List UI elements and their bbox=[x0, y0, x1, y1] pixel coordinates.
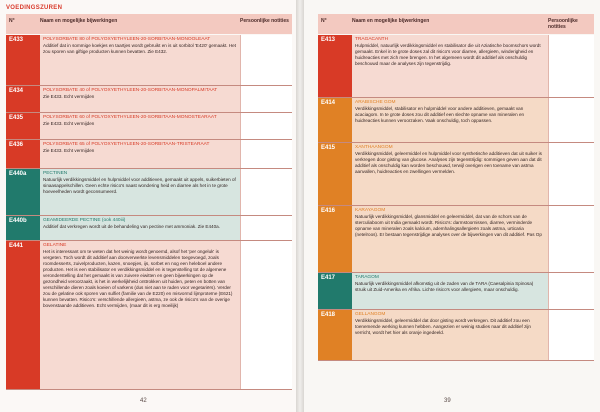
additive-code: E414 bbox=[318, 98, 352, 142]
additive-text: Zie E433. Echt vermijden bbox=[43, 94, 95, 99]
additive-description bbox=[40, 241, 240, 389]
additive-text: Additief dat verkregen wordt uit de behandeling van pectine met ammoniak. Zie E440a. bbox=[43, 224, 220, 229]
notes-cell bbox=[548, 98, 594, 142]
notes-cell bbox=[548, 143, 594, 205]
additive-text: Hulpmiddel, natuurlijk verdikkingsmiddel en stabilisator die uit Aziatische boomschors wordt gemaakt. Enkel in te grote doses zal dit risico's voor diarree, allergieën, winderigheid en huidreacties met zich mee brengen. In het algemeen wordt dit additief als onschuldig beschouwd maar de analyses zijn tegenstrijdig. bbox=[355, 43, 541, 66]
additive-code: E440b bbox=[6, 216, 40, 240]
table-row bbox=[6, 216, 292, 241]
header-col-no: N° bbox=[321, 18, 327, 24]
table-row bbox=[6, 86, 292, 113]
additive-text: Verdikkingsmiddel, stabilisator en hulpmiddel voor andere additieven, gemaakt van acaciagom. In te grote doses zou dit additief een slechte opname van mineralen en huidreacties kunnen veroorzaken. Vaak onschuldig, toch oppassen. bbox=[355, 106, 525, 123]
notes-cell bbox=[240, 113, 292, 139]
additive-description bbox=[352, 98, 548, 142]
additive-name: POLYSORBATE 40 of POLYOXYETHYLEEN-20-SORBITAAN-MONOPALMITAAT bbox=[43, 88, 218, 93]
notes-cell bbox=[548, 206, 594, 272]
additive-code: E441 bbox=[6, 241, 40, 389]
additive-description bbox=[40, 113, 240, 139]
additive-description bbox=[352, 35, 548, 97]
table-row bbox=[318, 98, 594, 143]
additive-name: GELLANGOM bbox=[355, 312, 386, 317]
additive-text: Natuurlijk verdikkingsmiddel afkomstig uit de zaden van de TARA (Caesalpinia Spinosa) struik uit Zuid-Amerika en Afrika. Lichte risico's voor allergieën, maar onschuldig. bbox=[355, 281, 534, 292]
right-page bbox=[304, 0, 600, 412]
additive-description bbox=[352, 310, 548, 360]
additive-code: E436 bbox=[6, 140, 40, 168]
additive-description bbox=[352, 206, 548, 272]
additive-description bbox=[40, 35, 240, 85]
table-row bbox=[318, 273, 594, 310]
additive-code: E435 bbox=[6, 113, 40, 139]
additive-text: Natuurlijk verdikkingsmiddel en hulpmiddel voor additieven, gemaakt uit appels, suikerbieten of sinaasappelschillen. Geen echte risico's naast wondering heid en diarree als het in te grote hoeveelheden wordt geconsumeerd. bbox=[43, 177, 236, 194]
notes-cell bbox=[240, 140, 292, 168]
header-col-notes: Persoonlijke notities bbox=[548, 18, 578, 30]
additive-name: TARAGOM bbox=[355, 275, 379, 280]
additive-table-right bbox=[318, 35, 594, 361]
notes-cell bbox=[240, 241, 292, 389]
additive-name: GELATINE bbox=[43, 243, 67, 248]
table-row bbox=[6, 140, 292, 169]
additive-description bbox=[40, 169, 240, 215]
table-row bbox=[318, 206, 594, 273]
notes-cell bbox=[240, 216, 292, 240]
table-row bbox=[318, 143, 594, 206]
book-spine bbox=[296, 0, 304, 412]
left-page bbox=[0, 0, 296, 412]
table-header bbox=[318, 14, 594, 34]
additive-description bbox=[352, 143, 548, 205]
additive-description bbox=[40, 216, 240, 240]
additive-text: Natuurlijk verdikkingsmiddel, glansmiddel en geleermiddel, dat van de schors van de sterculiaboom uit India gemaakt wordt. Risico's: darmstoornissen, diarree, verminderde opname van mineralen zoals kalcium, ademhalingsallergieën zoals astma, urticaria (netelroos). Er bestaan tegenstrijdige analyses over de bijwerkingen van dit additief. Pas Op bbox=[355, 214, 542, 237]
additive-description bbox=[40, 86, 240, 112]
header-col-notes: Persoonlijke notities bbox=[240, 18, 289, 24]
additive-name: POLYSORBATE 60 of POLYOXYETHYLEEN-20-SORBITAAN-MONOSTEARAAT bbox=[43, 115, 217, 120]
additive-text: Zie E433. Echt vermijden bbox=[43, 148, 95, 153]
table-row bbox=[6, 169, 292, 216]
additive-name: PECTINEN bbox=[43, 171, 68, 176]
additive-code: E434 bbox=[6, 86, 40, 112]
notes-cell bbox=[240, 86, 292, 112]
additive-text: Additief dat in sommige koekjes en taartjes wordt gebruikt en is uit sorbitol 'E420' gemaakt. Het zou sporen van giftige producten kunnen bevatten. Zie E432. bbox=[43, 43, 237, 54]
additive-code: E440a bbox=[6, 169, 40, 215]
additive-name: KARAYAGOM bbox=[355, 208, 386, 213]
additive-code: E415 bbox=[318, 143, 352, 205]
header-col-name: Naam en mogelijke bijwerkingen bbox=[40, 18, 118, 24]
additive-name: POLYSORBATE 80 of POLYOXYETHYLEEN-20-SORBITAAN-MONOOLEAAT bbox=[43, 37, 211, 42]
additive-description bbox=[352, 273, 548, 309]
notes-cell bbox=[548, 310, 594, 360]
additive-text: Verdikkingsmiddel, geleermiddel en hulpmiddel voor synthetische additieven dat uit suiker is verkregen door gisting van glucose. Analyses zijn tegenstrijdig: sommigen geven aan dat dit additief als onschuldig kan worden beschouwd, terwijl overigen een toename van astma aanvallen, huidreacties en zwellingen vermelden. bbox=[355, 151, 542, 174]
additive-code: E433 bbox=[6, 35, 40, 85]
additive-code: E418 bbox=[318, 310, 352, 360]
notes-cell bbox=[240, 169, 292, 215]
header-col-name: Naam en mogelijke bijwerkingen bbox=[352, 18, 430, 24]
additive-text: Het is interessant om te weten dat het weinig wordt genoemd, alsof het 'per ongeluk' is vergeten. Toch wordt dit additief aan doorverwerkte levensmiddelen toegevoegd, zoals roomdesserts, zuivelproducten, kazen, snoepjes, ijs, sorbet en nog een heleboel andere producten. Het is een stabilisator en verdikkingsmiddel en is tegenstelling tot de algemene veronderstelling dat het gemaakt is van zuivere eiwitten en geen bijwerkingen op de gezondheid veroorzaakt, is het in werkelijkheid onttrokken uit huiden, peten en botten van verschillende dieren zoals koeien of varkens (dus niet aan te raden voor vegetariërs). Verder zou de gelatine ook sporen van sulfiet (familie van de E220) en misvormd lijmproteïne (E621) kunnen bevatten. Risico's: verschillende allergieën, astma, ze ook de risico's van de overige bovenstaande additieven. Echt vermijden, (maar dit is erg moeilijk) bbox=[43, 249, 233, 308]
additive-name: GEAMIDEERDE PECTINE (ook 440iii) bbox=[43, 218, 126, 223]
additive-code: E413 bbox=[318, 35, 352, 97]
page-number: 39 bbox=[444, 398, 451, 404]
table-row bbox=[318, 35, 594, 98]
additive-name: POLYSORBATE 65 of POLYOXYETHYLEEN-20-SORBITAAN-TRISTEARAAT bbox=[43, 142, 210, 147]
page-number: 42 bbox=[140, 398, 147, 404]
table-header bbox=[6, 14, 292, 34]
table-row bbox=[6, 113, 292, 140]
additive-name: XANTHAANGOM bbox=[355, 145, 393, 150]
additive-code: E416 bbox=[318, 206, 352, 272]
additive-name: ARABISCHE GOM bbox=[355, 100, 396, 105]
table-row bbox=[318, 310, 594, 361]
header-col-no: N° bbox=[9, 18, 15, 24]
notes-cell bbox=[548, 35, 594, 97]
additive-description bbox=[40, 140, 240, 168]
additive-text: Verdikkingsmiddel, geleermiddel dat door gisting wordt verkregen. Dit additief zou een toenemende werking kunnen hebben. Aangezien er weinig studies naar dit additief zijn verricht, wordt het hier als oranje ingedeeld. bbox=[355, 318, 531, 335]
additive-table-left bbox=[6, 35, 292, 390]
table-row bbox=[6, 241, 292, 390]
notes-cell bbox=[548, 273, 594, 309]
additive-name: TRAGACANTH bbox=[355, 37, 389, 42]
table-row bbox=[6, 35, 292, 86]
notes-cell bbox=[240, 35, 292, 85]
section-label: VOEDINGSZUREN bbox=[6, 5, 63, 11]
additive-text: Zie E433. Echt vermijden bbox=[43, 121, 95, 126]
additive-code: E417 bbox=[318, 273, 352, 309]
